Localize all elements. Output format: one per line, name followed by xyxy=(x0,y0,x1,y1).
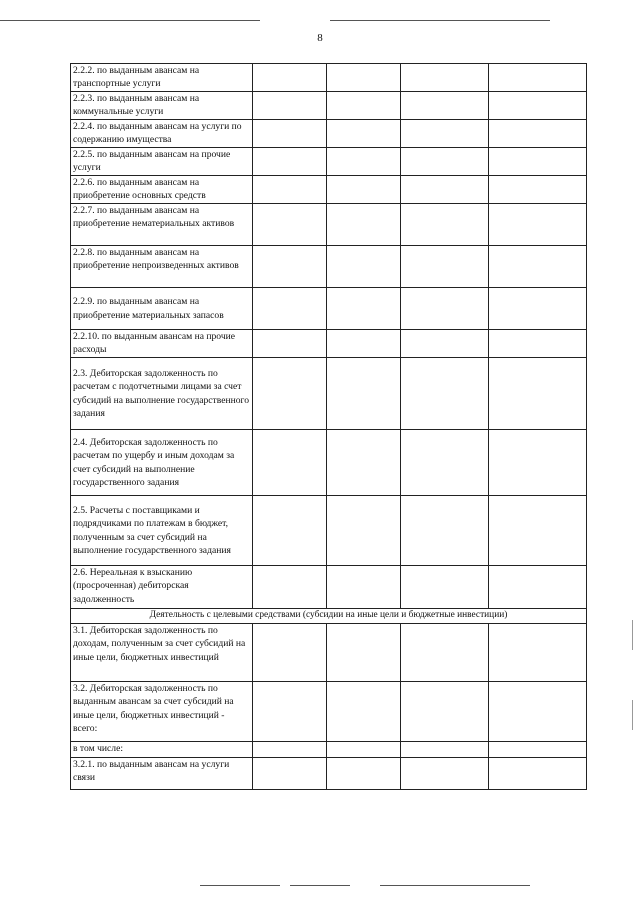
table-row xyxy=(71,566,587,609)
table-row xyxy=(71,246,587,288)
value-cell[interactable] xyxy=(489,358,587,430)
scan-artifact-top xyxy=(330,20,550,21)
row-label: 2.6. Нереальная к взысканию (просроченная) дебиторская задолженность xyxy=(71,566,253,609)
table-row xyxy=(71,496,587,566)
row-label: 2.2.3. по выданным авансам на коммунальные услуги xyxy=(71,92,253,120)
value-cell[interactable] xyxy=(327,204,401,246)
row-label: 3.2. Дебиторская задолженность по выданным авансам за счет субсидий на иные цели, бюджетных инвестиций - всего: xyxy=(71,682,253,742)
row-label: 2.3. Дебиторская задолженность по расчетам с подотчетными лицами за счет субсидий на выполнение государственного задания xyxy=(71,358,253,430)
value-cell[interactable] xyxy=(489,92,587,120)
value-cell[interactable] xyxy=(327,148,401,176)
page-number: 8 xyxy=(317,32,323,44)
value-cell[interactable] xyxy=(253,246,327,288)
table-row xyxy=(71,288,587,330)
value-cell[interactable] xyxy=(327,566,401,609)
value-cell[interactable] xyxy=(401,92,489,120)
scan-artifact-bottom xyxy=(380,885,530,886)
value-cell[interactable] xyxy=(253,288,327,330)
value-cell[interactable] xyxy=(253,358,327,430)
value-cell[interactable] xyxy=(253,64,327,92)
row-label: 3.2.1. по выданным авансам на услуги связи xyxy=(71,758,253,790)
value-cell[interactable] xyxy=(489,742,587,758)
scan-edge-mark xyxy=(632,620,633,650)
value-cell[interactable] xyxy=(489,64,587,92)
value-cell[interactable] xyxy=(489,566,587,609)
value-cell[interactable] xyxy=(401,176,489,204)
value-cell[interactable] xyxy=(327,742,401,758)
value-cell[interactable] xyxy=(489,246,587,288)
table-row xyxy=(71,758,587,790)
value-cell[interactable] xyxy=(327,430,401,496)
receivables-table xyxy=(70,63,587,790)
row-label: 3.1. Дебиторская задолженность по доходам, полученным за счет субсидий на иные цели, бюджетных инвестиций xyxy=(71,624,253,682)
scan-artifact-bottom xyxy=(290,885,350,886)
value-cell[interactable] xyxy=(489,330,587,358)
row-label: 2.2.10. по выданным авансам на прочие расходы xyxy=(71,330,253,358)
scan-artifact-top xyxy=(0,20,260,21)
row-label: 2.2.6. по выданным авансам на приобретение основных средств xyxy=(71,176,253,204)
row-label: 2.2.7. по выданным авансам на приобретение нематериальных активов xyxy=(71,204,253,246)
row-label: 2.4. Дебиторская задолженность по расчетам по ущербу и иным доходам за счет субсидий на выполнение государственного задания xyxy=(71,430,253,496)
table-row xyxy=(71,176,587,204)
value-cell[interactable] xyxy=(327,246,401,288)
value-cell[interactable] xyxy=(401,758,489,790)
value-cell[interactable] xyxy=(253,496,327,566)
value-cell[interactable] xyxy=(327,682,401,742)
value-cell[interactable] xyxy=(401,288,489,330)
table-row xyxy=(71,624,587,682)
value-cell[interactable] xyxy=(401,566,489,609)
table-row xyxy=(71,682,587,742)
row-label: 2.5. Расчеты с поставщиками и подрядчиками по платежам в бюджет, полученным за счет субсидий на выполнение государственного задания xyxy=(71,496,253,566)
row-label: 2.2.2. по выданным авансам на транспортные услуги xyxy=(71,64,253,92)
table-row xyxy=(71,358,587,430)
value-cell[interactable] xyxy=(489,176,587,204)
value-cell[interactable] xyxy=(401,204,489,246)
table-row xyxy=(71,430,587,496)
value-cell[interactable] xyxy=(401,148,489,176)
value-cell[interactable] xyxy=(327,496,401,566)
scan-edge-mark xyxy=(632,700,633,730)
value-cell[interactable] xyxy=(253,682,327,742)
value-cell[interactable] xyxy=(489,148,587,176)
value-cell[interactable] xyxy=(401,64,489,92)
value-cell[interactable] xyxy=(253,92,327,120)
section-header: Деятельность с целевыми средствами (субсидии на иные цели и бюджетные инвестиции) xyxy=(71,609,587,624)
value-cell[interactable] xyxy=(489,624,587,682)
value-cell[interactable] xyxy=(489,496,587,566)
value-cell[interactable] xyxy=(401,624,489,682)
value-cell[interactable] xyxy=(489,120,587,148)
value-cell[interactable] xyxy=(489,430,587,496)
value-cell[interactable] xyxy=(401,246,489,288)
value-cell[interactable] xyxy=(253,742,327,758)
value-cell[interactable] xyxy=(327,176,401,204)
value-cell[interactable] xyxy=(401,682,489,742)
value-cell[interactable] xyxy=(253,204,327,246)
value-cell[interactable] xyxy=(401,496,489,566)
value-cell[interactable] xyxy=(327,358,401,430)
value-cell[interactable] xyxy=(253,176,327,204)
value-cell[interactable] xyxy=(401,430,489,496)
value-cell[interactable] xyxy=(401,120,489,148)
value-cell[interactable] xyxy=(253,430,327,496)
value-cell[interactable] xyxy=(253,624,327,682)
value-cell[interactable] xyxy=(327,288,401,330)
value-cell[interactable] xyxy=(401,358,489,430)
value-cell[interactable] xyxy=(253,758,327,790)
row-label: 2.2.8. по выданным авансам на приобретение непроизведенных активов xyxy=(71,246,253,288)
section-header-row xyxy=(71,609,587,624)
value-cell[interactable] xyxy=(489,288,587,330)
value-cell[interactable] xyxy=(327,758,401,790)
value-cell[interactable] xyxy=(327,624,401,682)
value-cell[interactable] xyxy=(489,682,587,742)
table-row xyxy=(71,120,587,148)
table-row xyxy=(71,742,587,758)
value-cell[interactable] xyxy=(253,148,327,176)
table-row xyxy=(71,330,587,358)
row-label: 2.2.5. по выданным авансам на прочие услуги xyxy=(71,148,253,176)
value-cell[interactable] xyxy=(401,330,489,358)
value-cell[interactable] xyxy=(401,742,489,758)
value-cell[interactable] xyxy=(253,120,327,148)
table-row xyxy=(71,148,587,176)
row-label: 2.2.9. по выданным авансам на приобретение материальных запасов xyxy=(71,288,253,330)
value-cell[interactable] xyxy=(327,330,401,358)
value-cell[interactable] xyxy=(327,120,401,148)
value-cell[interactable] xyxy=(253,330,327,358)
value-cell[interactable] xyxy=(327,64,401,92)
value-cell[interactable] xyxy=(253,566,327,609)
table-row xyxy=(71,92,587,120)
row-label: в том числе: xyxy=(71,742,253,758)
value-cell[interactable] xyxy=(489,204,587,246)
scan-artifact-bottom xyxy=(200,885,280,886)
row-label: 2.2.4. по выданным авансам на услуги по содержанию имущества xyxy=(71,120,253,148)
value-cell[interactable] xyxy=(489,758,587,790)
value-cell[interactable] xyxy=(327,92,401,120)
table-row xyxy=(71,204,587,246)
table-row xyxy=(71,64,587,92)
